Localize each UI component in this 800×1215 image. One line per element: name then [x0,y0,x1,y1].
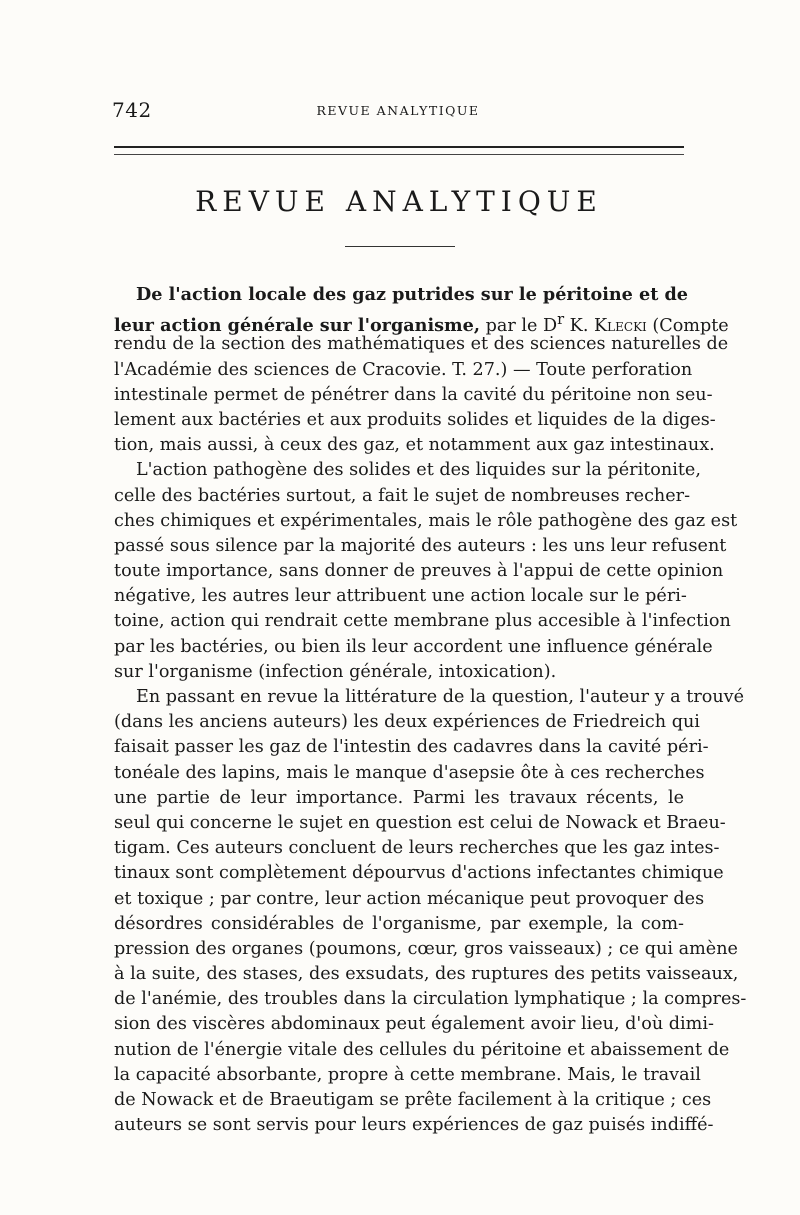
text-run: de Nowack et de Braeutigam se prête facilement à la critique ; ces [114,1090,712,1110]
text-run: toute importance, sans donner de preuves à l'appui de cette opinion [114,561,724,582]
text-line [114,383,713,408]
text-run: celle des bactéries surtout, a fait le sujet de nombreuses recher- [114,485,691,506]
title-underline [345,246,455,247]
text-run: sur l'organisme (infection générale, intoxication). [114,661,557,682]
text-line [114,660,684,685]
text-run: (dans les anciens auteurs) les deux expériences de Friedreich qui [114,712,700,733]
text-line [114,433,715,458]
text-line [114,484,691,509]
text-line [114,458,701,483]
text-line [114,685,745,710]
text-line [114,761,705,786]
text-run: tinaux sont complètement dépourvus d'actions infectantes chimique [114,863,724,884]
text-run: toine, action qui rendrait cette membrane plus accesible à l'infection [114,611,731,632]
text-run: et toxique ; par contre, leur action mécanique peut provoquer des [114,888,705,909]
text-line [114,912,684,937]
text-run: faisait passer les gaz de l'intestin des cadavres dans la cavité péri- [114,737,709,758]
page-number: 742 [112,98,152,122]
text-line [114,1113,714,1138]
text-line [114,861,724,886]
text-run: tigam. Ces auteurs concluent de leurs recherches que les gaz intes- [114,838,720,859]
paragraph [114,458,738,685]
text-line [114,887,705,912]
text-run: r [557,311,565,329]
text-run: négative, les autres leur attribuent une action locale sur le péri- [114,586,687,607]
running-head [112,98,684,126]
text-run: seul qui concerne le sujet en question est celui de Nowack et Braeu- [114,812,726,833]
article-body [114,282,747,1138]
text-line [114,635,713,660]
text-line [114,786,684,811]
running-title: REVUE ANALYTIQUE [316,103,480,118]
text-run: (Compte [646,316,729,337]
text-run: l'Académie des sciences de Cracovie. T. 27.) — Toute perforation [114,359,693,380]
text-line [114,332,729,357]
text-line [114,358,693,383]
header-rule-thin [114,154,684,155]
text-run: De l'action locale des gaz putrides sur le péritoine et de [136,284,688,305]
paragraph [114,685,747,1138]
text-run: à la suite, des stases, des exsudats, des ruptures des petits vaisseaux, [114,964,739,985]
text-run: auteurs se sont servis pour leurs expériences de gaz puisés indiffé- [114,1115,714,1136]
section-title: REVUE ANALYTIQUE [195,185,603,218]
text-run: par le D [479,316,558,337]
text-run: ches chimiques et expérimentales, mais le rôle pathogène des gaz est [114,510,738,531]
text-run: L'action pathogène des solides et des liquides sur la péritonite, [136,460,701,481]
paragraph [114,282,729,458]
text-run: passé sous silence par la majorité des auteurs : les uns leur refusent [114,535,727,556]
text-run: rendu de la section des mathématiques et des sciences naturelles de [114,334,729,355]
text-run: Klecki [594,316,647,337]
text-line [114,836,720,861]
text-run: tonéale des lapins, mais le manque d'asepsie ôte à ces recherches [114,762,705,783]
text-line [114,534,727,559]
text-line [114,609,731,634]
text-run: K. [564,316,595,337]
text-line [114,735,709,760]
text-line [114,962,739,987]
text-line [114,987,747,1012]
text-line [114,282,688,307]
text-run: tion, mais aussi, à ceux des gaz, et notamment aux gaz intestinaux. [114,435,715,456]
text-run: de l'anémie, des troubles dans la circulation lymphatique ; la compres- [114,989,747,1010]
text-line [114,559,724,584]
text-line [114,1038,730,1063]
header-rule-thick [114,146,684,148]
text-line [114,509,738,534]
text-run: leur action générale sur l'organisme, [114,315,480,337]
text-line [114,1012,714,1037]
text-line [114,710,700,735]
text-run: sion des viscères abdominaux peut également avoir lieu, d'où dimi- [114,1014,714,1035]
text-run: une partie de leur importance. Parmi les travaux récents, le [114,787,684,808]
text-line [114,1088,712,1113]
text-line [114,811,726,836]
text-run: désordres considérables de l'organisme, par exemple, la com- [114,913,684,934]
text-line [114,584,687,609]
text-run: lement aux bactéries et aux produits solides et liquides de la diges- [114,409,716,430]
text-run: En passant en revue la littérature de la question, l'auteur y a trouvé [136,687,745,707]
text-run: intestinale permet de pénétrer dans la cavité du péritoine non seu- [114,384,713,405]
text-run: la capacité absorbante, propre à cette membrane. Mais, le travail [114,1064,701,1085]
text-line [114,307,729,337]
text-line [114,1063,701,1088]
text-line [114,937,738,962]
text-run: nution de l'énergie vitale des cellules du péritoine et abaissement de [114,1039,730,1060]
text-line [114,408,716,433]
text-run: par les bactéries, ou bien ils leur accordent une influence générale [114,636,713,657]
text-run: pression des organes (poumons, cœur, gros vaisseaux) ; ce qui amène [114,938,738,959]
